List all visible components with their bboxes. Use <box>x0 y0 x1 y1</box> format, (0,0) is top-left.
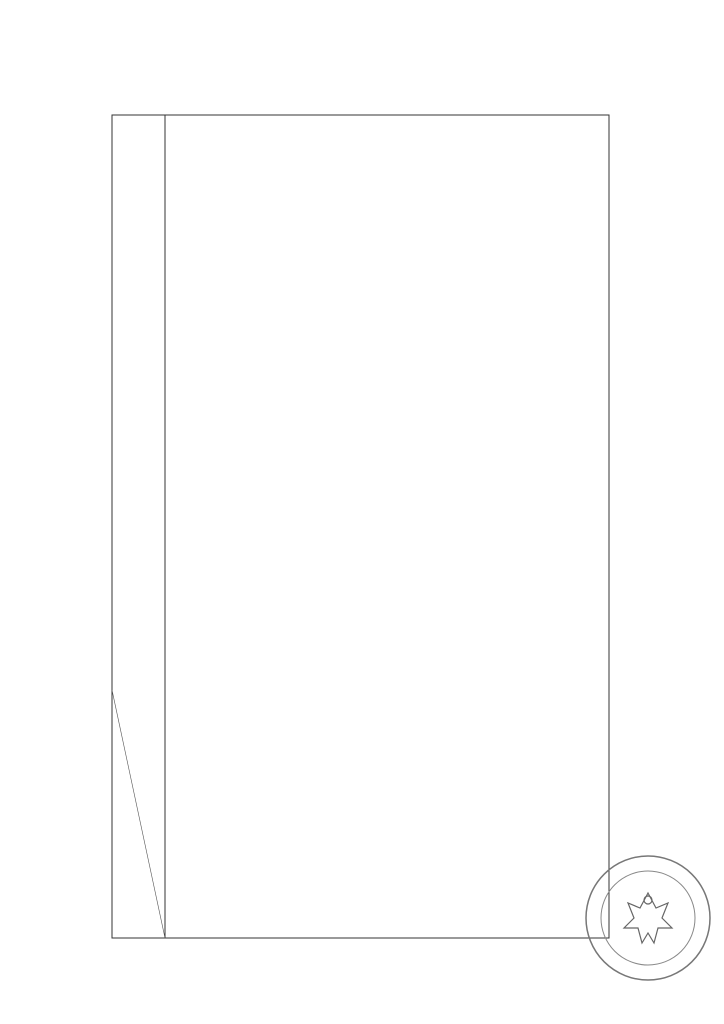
garuda-emblem-icon <box>624 893 672 943</box>
corner-diagonal <box>112 690 165 938</box>
official-seal-stamp <box>578 848 718 988</box>
table-border <box>112 115 609 938</box>
